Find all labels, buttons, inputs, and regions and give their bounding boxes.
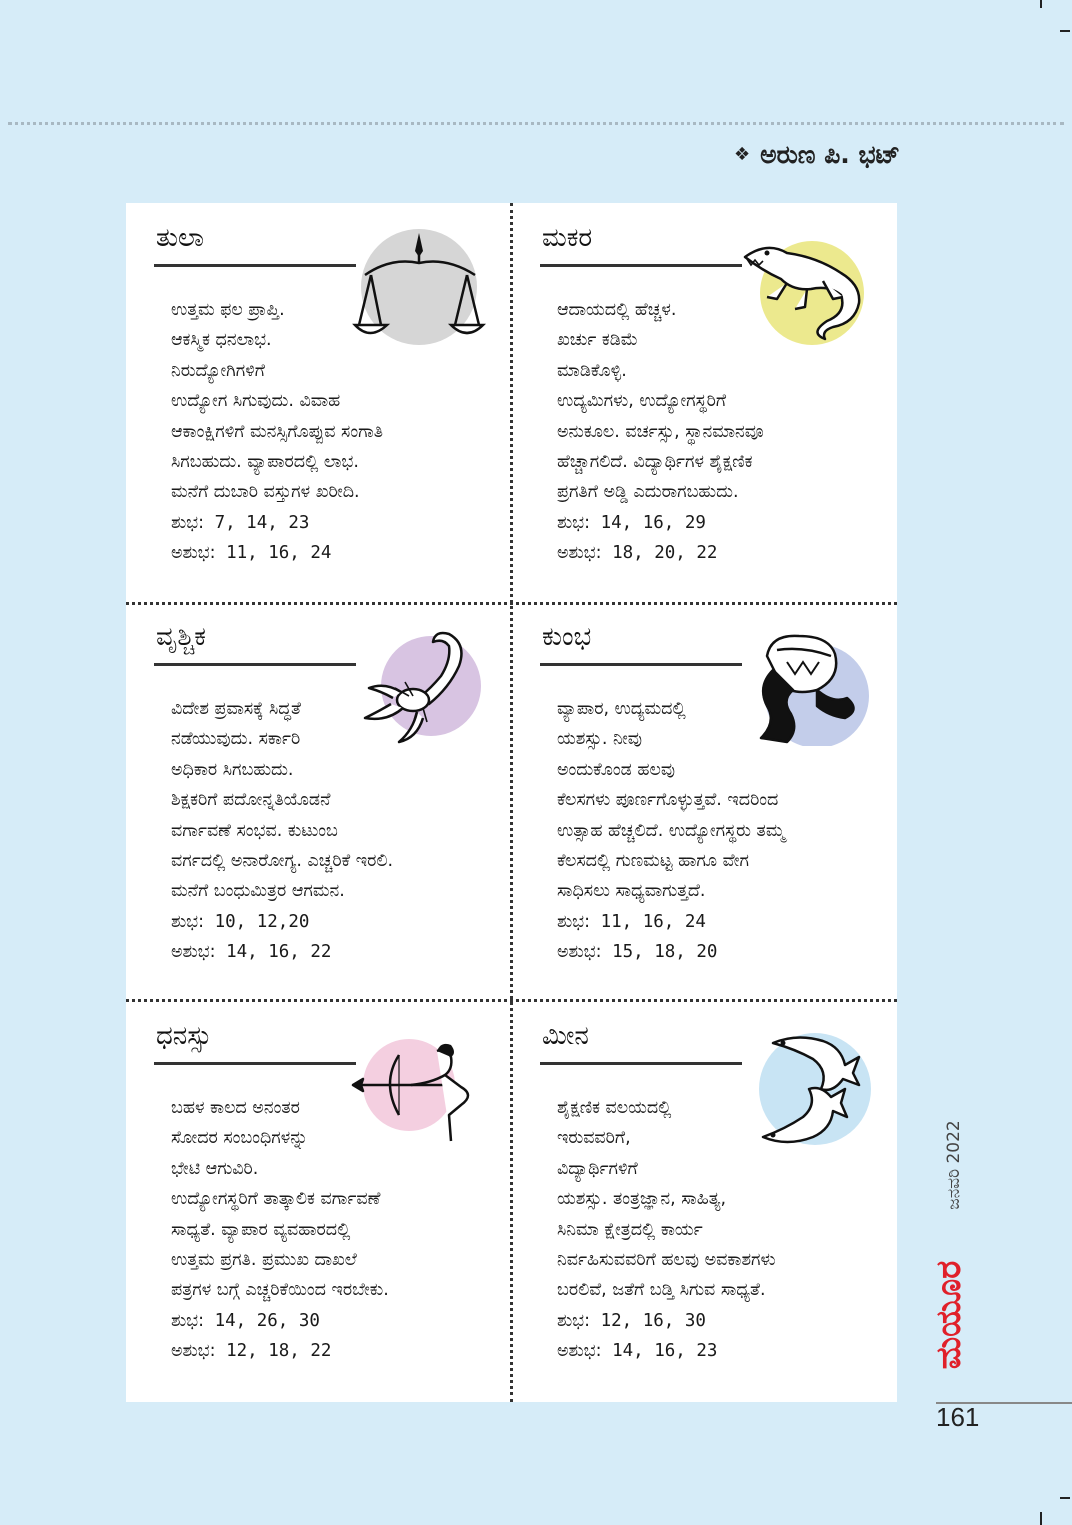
- horoscope-panel: [126, 203, 897, 1402]
- text-line: ಹೆಚ್ಚಾಗಲಿದೆ. ವಿದ್ಯಾರ್ಥಿಗಳ ಶೈಕ್ಷಣಿಕ: [557, 452, 753, 473]
- crop-mark: [1060, 1497, 1070, 1499]
- crop-mark: [1060, 30, 1070, 32]
- author-name: ಅರುಣ ಪಿ. ಭಟ್: [760, 140, 900, 169]
- title-underline: [154, 663, 356, 666]
- sign-forecast-text: [557, 295, 887, 508]
- text-line: ವಿದೇಶ ಪ್ರವಾಸಕ್ಕೆ ಸಿದ್ಧತೆ: [171, 699, 301, 719]
- title-underline: [154, 264, 356, 267]
- unlucky-values: 14, 16, 22: [226, 942, 332, 962]
- text-line: ಸಾಧ್ಯತೆ. ವ್ಯಾಪಾರ ವ್ಯವಹಾರದಲ್ಲಿ: [171, 1219, 351, 1240]
- sign-card-vrishchika: [126, 602, 511, 1001]
- issue-date: [934, 1105, 974, 1225]
- text-line: ಪ್ರಗತಿಗೆ ಅಡ್ಡಿ ಎದುರಾಗಬಹುದು.: [557, 482, 739, 503]
- text-line: ಇರುವವರಿಗೆ,: [557, 1128, 631, 1149]
- sign-card-makara: [512, 203, 897, 602]
- sign-title: ವೃಶ್ಚಿಕ: [156, 622, 206, 652]
- top-dotted-line: [8, 122, 1064, 125]
- crop-mark: [1040, 1512, 1042, 1525]
- unlucky-dates: [171, 1336, 331, 1366]
- page-number: 161: [936, 1402, 980, 1432]
- text-line: ವರ್ಗದಲ್ಲಿ ಅನಾರೋಗ್ಯ. ಎಚ್ಚರಿಕೆ ಇರಲಿ.: [171, 851, 394, 872]
- unlucky-dates: [557, 937, 717, 967]
- text-line: ಆಕಸ್ಮಿಕ ಧನಲಾಭ.: [171, 330, 272, 351]
- text-line: ಭೇಟಿ ಆಗುವಿರಿ.: [171, 1158, 259, 1179]
- lucky-label: ಶುಭ:: [557, 912, 591, 932]
- lucky-values: 14, 26, 30: [214, 1311, 320, 1331]
- text-line: ಖರ್ಚು ಕಡಿಮೆ: [557, 330, 639, 351]
- text-line: ನಿರ್ವಹಿಸುವವರಿಗೆ ಹಲವು ಅವಕಾಶಗಳು: [557, 1250, 776, 1271]
- lucky-dates: [557, 508, 706, 538]
- text-line: ಮನೆಗೆ ದುಬಾರಿ ವಸ್ತುಗಳ ಖರೀದಿ.: [171, 482, 360, 503]
- crop-mark: [1040, 0, 1042, 8]
- text-line: ನಡೆಯುವುದು. ಸರ್ಕಾರಿ: [171, 729, 301, 750]
- text-line: ಯಶಸ್ಸು. ತಂತ್ರಜ್ಞಾನ, ಸಾಹಿತ್ಯ,: [557, 1189, 727, 1210]
- text-line: ಸೋದರ ಸಂಬಂಧಿಗಳನ್ನು: [171, 1128, 308, 1149]
- sign-title: ಮಕರ: [542, 223, 593, 253]
- text-line: ಅಧಿಕಾರ ಸಿಗಬಹುದು.: [171, 759, 294, 780]
- lucky-values: 11, 16, 24: [600, 912, 706, 932]
- sign-card-kumbha: [512, 602, 897, 1001]
- text-line: ಶೈಕ್ಷಣಿಕ ವಲಯದಲ್ಲಿ: [557, 1098, 672, 1118]
- text-line: ವ್ಯಾಪಾರ, ಉದ್ಯಮದಲ್ಲಿ: [557, 699, 686, 719]
- text-line: ಅನುಕೂಲ. ವರ್ಚಸ್ಸು, ಸ್ಥಾನಮಾನವೂ: [557, 421, 764, 442]
- lucky-values: 7, 14, 23: [214, 513, 310, 533]
- magazine-logo: [924, 1245, 974, 1385]
- unlucky-dates: [557, 538, 717, 568]
- lucky-dates: [171, 1306, 320, 1336]
- lucky-dates: [171, 907, 309, 937]
- unlucky-dates: [171, 538, 331, 568]
- lucky-dates: [557, 907, 706, 937]
- unlucky-label: ಅಶುಭ:: [557, 942, 602, 962]
- unlucky-values: 12, 18, 22: [226, 1341, 332, 1361]
- text-line: ಸಿನಿಮಾ ಕ್ಷೇತ್ರದಲ್ಲಿ ಕಾರ್ಯ: [557, 1219, 703, 1240]
- unlucky-dates: [557, 1336, 717, 1366]
- text-line: ಕೆಲಸದಲ್ಲಿ ಗುಣಮಟ್ಟ ಹಾಗೂ ವೇಗ: [557, 851, 750, 872]
- text-line: ಉದ್ಯೋಗ ಸಿಗುವುದು. ವಿವಾಹ: [171, 391, 341, 412]
- text-line: ಉದ್ಯೋಗಸ್ಥರಿಗೆ ತಾತ್ಕಾಲಿಕ ವರ್ಗಾವಣೆ: [171, 1189, 381, 1210]
- text-line: ಮಾಡಿಕೊಳ್ಳಿ.: [557, 360, 627, 381]
- text-line: ಕೆಲಸಗಳು ಪೂರ್ಣಗೊಳ್ಳುತ್ತವೆ. ಇದರಿಂದ: [557, 790, 779, 811]
- sign-title: ತುಲಾ: [156, 223, 205, 253]
- sign-forecast-text: [171, 295, 501, 508]
- text-line: ಪತ್ರಗಳ ಬಗ್ಗೆ ಎಚ್ಚರಿಕೆಯಿಂದ ಇರಬೇಕು.: [171, 1280, 389, 1301]
- text-line: ವರ್ಗಾವಣೆ ಸಂಭವ. ಕುಟುಂಬ: [171, 820, 338, 841]
- unlucky-values: 18, 20, 22: [612, 543, 718, 563]
- text-line: ಅಂದುಕೊಂಡ ಹಲವು: [557, 759, 676, 780]
- unlucky-label: ಅಶುಭ:: [557, 1341, 602, 1361]
- text-line: ಉದ್ಯಮಿಗಳು, ಉದ್ಯೋಗಸ್ಥರಿಗೆ: [557, 391, 727, 412]
- unlucky-dates: [171, 937, 331, 967]
- title-underline: [154, 1062, 356, 1065]
- text-line: ಆದಾಯದಲ್ಲಿ ಹೆಚ್ಚಳ.: [557, 300, 677, 320]
- title-underline: [540, 264, 742, 267]
- lucky-values: 12, 16, 30: [600, 1311, 706, 1331]
- text-line: ಬರಲಿವೆ, ಜತೆಗೆ ಬಡ್ತಿ ಸಿಗುವ ಸಾಧ್ಯತೆ.: [557, 1280, 766, 1301]
- lucky-values: 10, 12,20: [214, 912, 310, 932]
- sign-forecast-text: [171, 1093, 501, 1306]
- lucky-label: ಶುಭ:: [171, 513, 205, 533]
- diamond-bullet-icon: ❖: [734, 144, 751, 165]
- text-line: ವಿದ್ಯಾರ್ಥಿಗಳಿಗೆ: [557, 1158, 638, 1179]
- text-line: ಶಿಕ್ಷಕರಿಗೆ ಪದೋನ್ನತಿಯೊಡನೆ: [171, 790, 331, 811]
- unlucky-label: ಅಶುಭ:: [171, 543, 216, 563]
- magazine-name: ಮಯೂರ: [929, 1260, 969, 1370]
- lucky-label: ಶುಭ:: [171, 1311, 205, 1331]
- sign-forecast-text: [557, 694, 887, 907]
- sign-card-dhanassu: [126, 1001, 511, 1400]
- unlucky-label: ಅಶುಭ:: [557, 543, 602, 563]
- text-line: ನಿರುದ್ಯೋಗಿಗಳಿಗೆ: [171, 360, 265, 381]
- title-underline: [540, 1062, 742, 1065]
- sign-forecast-text: [171, 694, 501, 907]
- sign-forecast-text: [557, 1093, 887, 1306]
- text-line: ಉತ್ಸಾಹ ಹೆಚ್ಚಲಿದೆ. ಉದ್ಯೋಗಸ್ಥರು ತಮ್ಮ: [557, 820, 785, 841]
- sign-title: ಕುಂಭ: [542, 622, 592, 652]
- unlucky-values: 14, 16, 23: [612, 1341, 718, 1361]
- text-line: ಉತ್ತಮ ಫಲ ಪ್ರಾಪ್ತಿ.: [171, 300, 285, 320]
- lucky-values: 14, 16, 29: [600, 513, 706, 533]
- sign-title: ಮೀನ: [542, 1021, 589, 1051]
- issue-date-text: ಜನವರಿ 2022: [944, 1120, 964, 1210]
- unlucky-label: ಅಶುಭ:: [171, 1341, 216, 1361]
- unlucky-values: 11, 16, 24: [226, 543, 332, 563]
- text-line: ಬಹಳ ಕಾಲದ ಅನಂತರ: [171, 1098, 300, 1118]
- sign-card-meena: [512, 1001, 897, 1400]
- lucky-dates: [557, 1306, 706, 1336]
- text-line: ಉತ್ತಮ ಪ್ರಗತಿ. ಪ್ರಮುಖ ದಾಖಲೆ: [171, 1250, 357, 1271]
- lucky-dates: [171, 508, 309, 538]
- sign-card-tula: [126, 203, 511, 602]
- title-underline: [540, 663, 742, 666]
- text-line: ಸಾಧಿಸಲು ಸಾಧ್ಯವಾಗುತ್ತದೆ.: [557, 881, 706, 902]
- unlucky-label: ಅಶುಭ:: [171, 942, 216, 962]
- text-line: ಮನೆಗೆ ಬಂಧುಮಿತ್ರರ ಆಗಮನ.: [171, 881, 345, 902]
- text-line: ಯಶಸ್ಸು. ನೀವು: [557, 729, 643, 750]
- lucky-label: ಶುಭ:: [557, 513, 591, 533]
- lucky-label: ಶುಭ:: [557, 1311, 591, 1331]
- unlucky-values: 15, 18, 20: [612, 942, 718, 962]
- text-line: ಆಕಾಂಕ್ಷಿಗಳಿಗೆ ಮನಸ್ಸಿಗೊಪ್ಪುವ ಸಂಗಾತಿ: [171, 421, 384, 442]
- text-line: ಸಿಗಬಹುದು. ವ್ಯಾಪಾರದಲ್ಲಿ ಲಾಭ.: [171, 452, 359, 473]
- lucky-label: ಶುಭ:: [171, 912, 205, 932]
- author-byline: [734, 140, 900, 170]
- sign-title: ಧನಸ್ಸು: [156, 1021, 212, 1051]
